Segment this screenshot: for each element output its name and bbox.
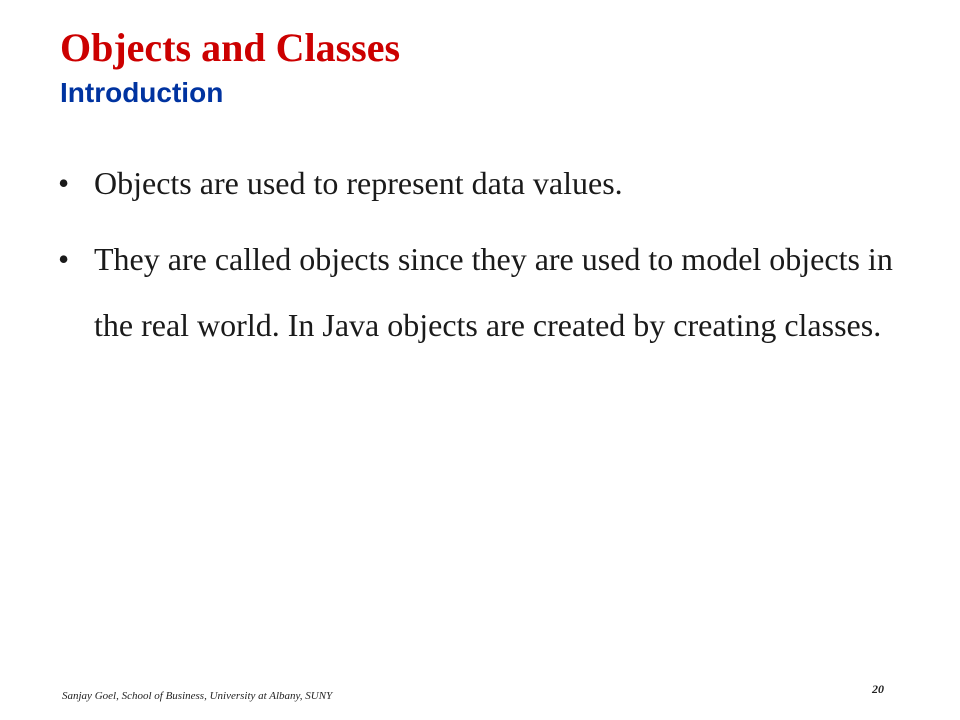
bullet-item <box>58 226 898 358</box>
bullet-list <box>58 150 898 368</box>
slide-title: Objects and Classes <box>60 25 401 70</box>
slide-subtitle: Introduction <box>60 77 224 108</box>
bullet-dot-icon: • <box>58 241 70 277</box>
page-number: 20 <box>872 682 884 696</box>
bullet-dot-icon: • <box>58 165 70 201</box>
bullet-item <box>58 150 898 216</box>
bullet-text: They are called objects since they are used to model objects in the real world. In Java objects are created by creating classes. <box>94 241 893 343</box>
bullet-text: Objects are used to represent data values. <box>94 165 623 201</box>
footer-credit: Sanjay Goel, School of Business, University at Albany, SUNY <box>62 690 333 702</box>
